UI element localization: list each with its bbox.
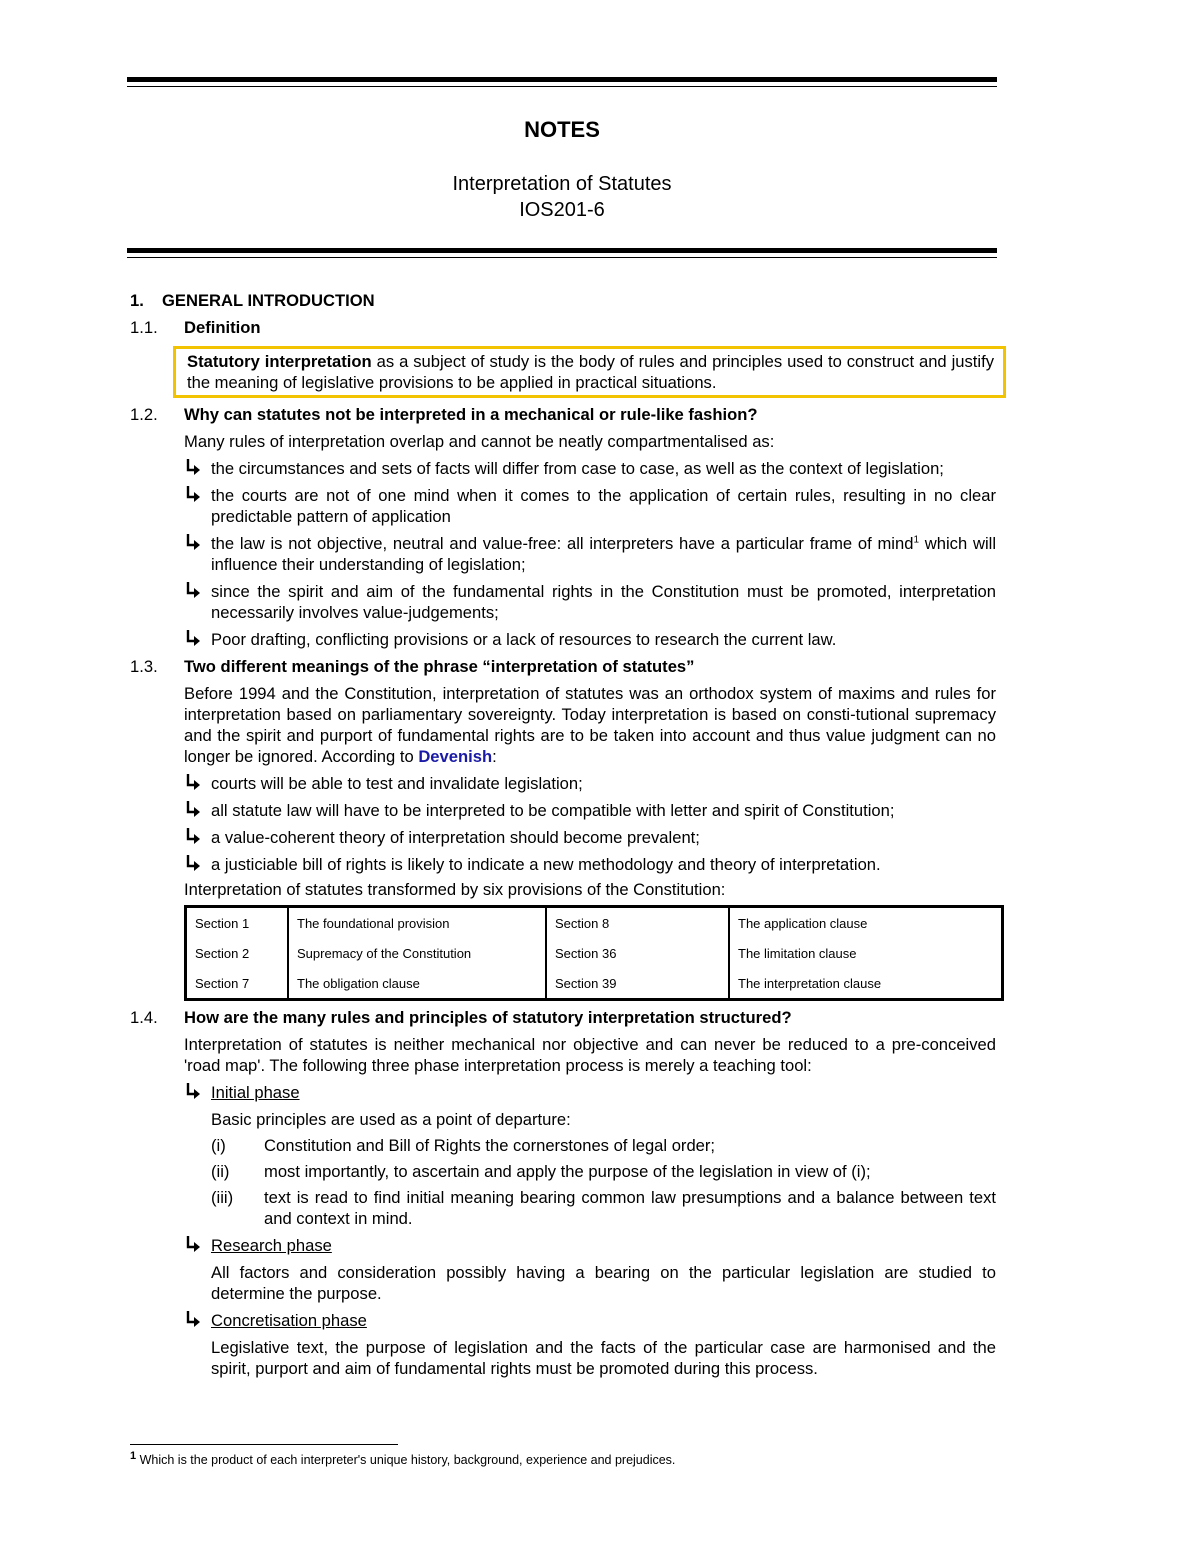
phase-text: Basic principles are used as a point of departure: [211, 1110, 571, 1129]
header-rule-thin-top [127, 86, 997, 87]
list-item: (iii) text is read to find initial meaning bearing common law presumptions and a balance between text and context in mind. [211, 1188, 996, 1228]
list-item: the courts are not of one mind when it comes to the application of certain rules, resulting in no clear predictable pattern of application [184, 485, 996, 527]
author-name: Devenish [418, 747, 493, 766]
section-1-3 [130, 656, 996, 1001]
table-row [186, 938, 1003, 968]
phase-label: Concretisation phase [211, 1311, 367, 1330]
list-item: (i) Constitution and Bill of Rights the cornerstones of legal order; [211, 1136, 716, 1155]
section-title: Why can statutes not be interpreted in a mechanical or rule-like fashion? [184, 405, 758, 424]
section-title: Definition [184, 318, 261, 337]
footnote-number: 1 [130, 1449, 137, 1462]
table-cell: The limitation clause [729, 938, 1003, 968]
arrow-bullet-icon [184, 1082, 202, 1102]
doc-title: NOTES [524, 117, 600, 142]
content [130, 290, 996, 1379]
section-1-2 [130, 404, 996, 650]
list-item: since the spirit and aim of the fundamental rights in the Constitution must be promoted, interpretation necessarily involves value-judgements; [184, 581, 996, 623]
arrow-bullet-icon [184, 485, 202, 505]
section-number: 1.1. [130, 318, 158, 337]
footnote-ref[interactable]: 1 [913, 534, 920, 546]
list-item: courts will be able to test and invalidate legislation; [184, 773, 996, 794]
heading-general-introduction: 1. GENERAL INTRODUCTION [130, 291, 375, 310]
list-item: a value-coherent theory of interpretation should become prevalent; [184, 827, 996, 848]
table-intro: Interpretation of statutes transformed by six provisions of the Constitution: [184, 880, 726, 899]
section-title: How are the many rules and principles of statutory interpretation structured? [184, 1008, 792, 1027]
definition-box [173, 346, 1006, 398]
list-item: a justiciable bill of rights is likely to indicate a new methodology and theory of interpretation. [184, 854, 996, 875]
list-item: the law is not objective, neutral and value-free: all interpreters have a particular frame of mind$^1$ which will influence their understanding of legislation; [184, 533, 996, 575]
phase-label: Initial phase [211, 1083, 300, 1102]
defined-term: Statutory interpretation [187, 352, 372, 371]
phase-text: All factors and consideration possibly having a bearing on the particular legislation are studied to determine the purpose. [211, 1263, 996, 1303]
phase-research [184, 1235, 996, 1256]
arrow-bullet-icon [184, 827, 202, 847]
header-rule-thick-top [127, 77, 997, 82]
footnote-separator [130, 1444, 398, 1445]
list-item: all statute law will have to be interpreted to be compatible with letter and spirit of Constitution; [184, 800, 996, 821]
section-1-1 [130, 317, 996, 398]
section-number: 1.4. [130, 1008, 158, 1027]
course-name: Interpretation of Statutes [452, 173, 672, 195]
section-title: Two different meanings of the phrase “interpretation of statutes” [184, 657, 695, 676]
definition-text: as a subject of study is the body of rules and principles used to construct and justify the meaning of legislative provisions to be applied in practical situations. [187, 352, 994, 392]
arrow-bullet-icon [184, 581, 202, 601]
arrow-bullet-icon [184, 1310, 202, 1330]
footnote-text: Which is the product of each interpreter's unique history, background, experience and prejudices. [139, 1453, 676, 1467]
header-rule-thick-bottom [127, 248, 997, 253]
section-intro: Many rules of interpretation overlap and cannot be neatly compartmentalised as: [184, 432, 775, 451]
list-item: the circumstances and sets of facts will differ from case to case, as well as the context of legislation; [184, 458, 996, 479]
arrow-bullet-icon [184, 629, 202, 649]
table-cell: The foundational provision [288, 907, 546, 939]
arrow-bullet-icon [184, 854, 202, 874]
arrow-bullet-icon [184, 1235, 202, 1255]
table-cell: The obligation clause [288, 968, 546, 1000]
section-1-4 [130, 1007, 996, 1379]
table-row [186, 968, 1003, 1000]
table-cell: Section 2 [195, 946, 250, 961]
table-cell: Section 36 [546, 938, 729, 968]
arrow-bullet-icon [184, 800, 202, 820]
section-paragraph: Interpretation of statutes is neither mechanical nor objective and can never be reduced to a pre-conceived 'road map'. The following three phase interpretation process is merely a teaching tool: [184, 1035, 996, 1075]
table-cell: Supremacy of the Constitution [288, 938, 546, 968]
phase-label: Research phase [211, 1236, 332, 1255]
header-rule-thin-bottom [127, 257, 997, 258]
table-cell: Section 7 [195, 976, 250, 991]
phase-concretisation [184, 1310, 996, 1331]
table-cell: Section 1 [195, 916, 250, 931]
section-number: 1.2. [130, 405, 158, 424]
arrow-bullet-icon [184, 458, 202, 478]
list-item: (ii) most importantly, to ascertain and apply the purpose of the legislation in view of (i); [211, 1162, 871, 1181]
doc-subtitle [127, 171, 997, 223]
table-cell: The interpretation clause [729, 968, 1003, 1000]
table-row [186, 907, 1003, 939]
section-number: 1.3. [130, 657, 158, 676]
phase-initial [184, 1082, 996, 1103]
table-cell: Section 39 [546, 968, 729, 1000]
table-cell: Section 8 [546, 907, 729, 939]
table-cell: The application clause [729, 907, 1003, 939]
footnote [130, 1449, 996, 1467]
course-code: IOS201-6 [519, 199, 605, 221]
phase-text: Legislative text, the purpose of legislation and the facts of the particular case are harmonised and the spirit, purport and aim of fundamental rights must be promoted during this process. [211, 1338, 996, 1378]
arrow-bullet-icon [184, 533, 202, 553]
provisions-table [184, 905, 1004, 1001]
section-paragraph: Before 1994 and the Constitution, interpretation of statutes was an orthodox system of maxims and rules for interpretation based on parliamentary sovereignty. Today interpretation is based on consti-tutional supremacy and the spirit and purport of fundamental rights are to be taken into account and thus value judgment can no longer be ignored. According to Devenish: [184, 684, 996, 766]
list-item: Poor drafting, conflicting provisions or a lack of resources to research the current law. [184, 629, 996, 650]
arrow-bullet-icon [184, 773, 202, 793]
